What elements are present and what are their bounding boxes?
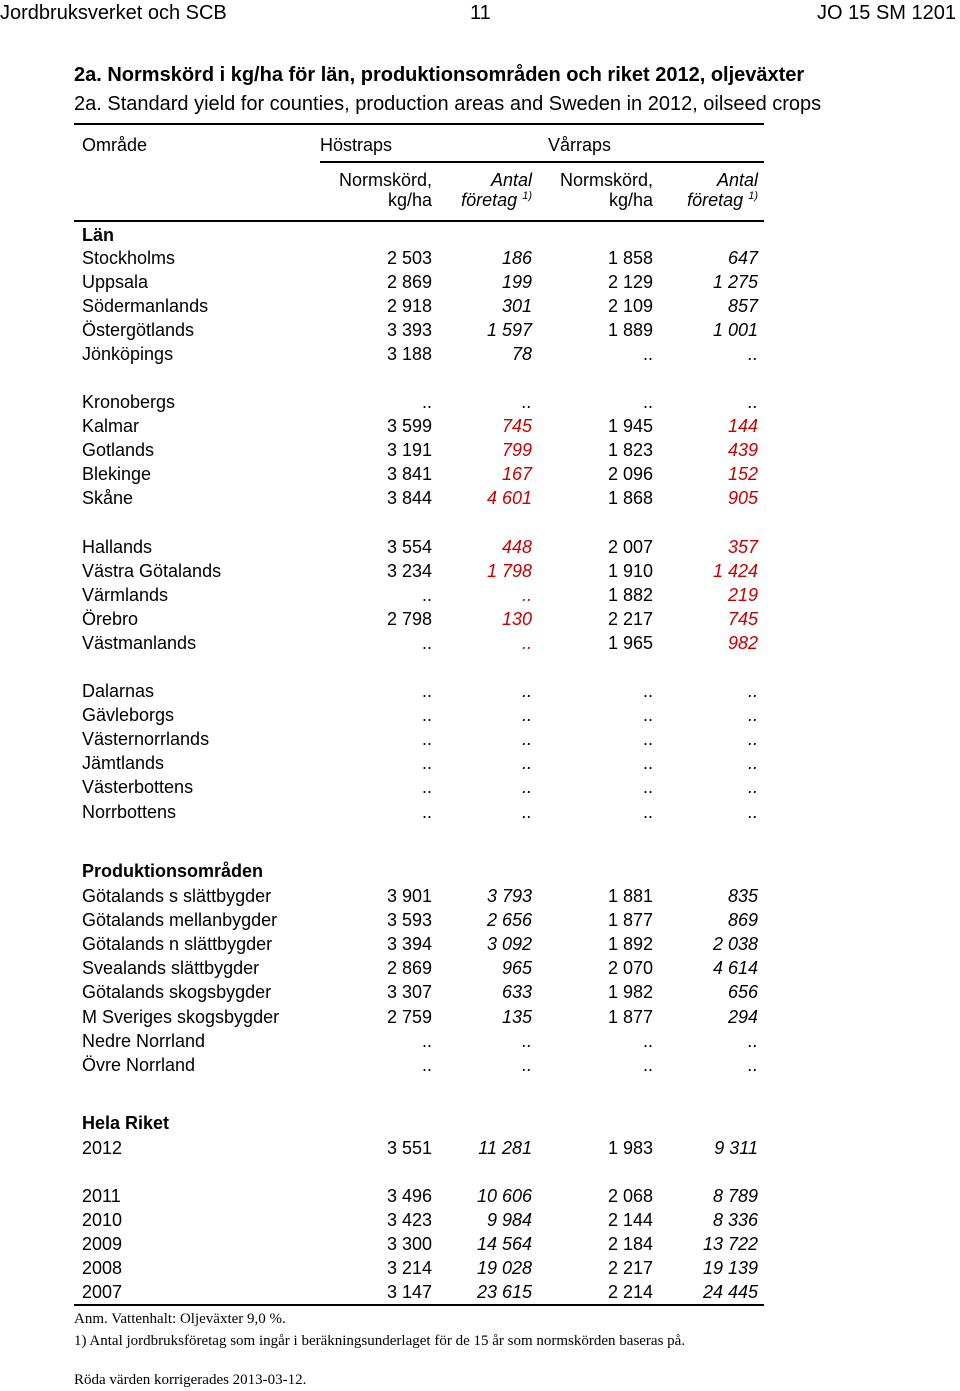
row-label: 2007 xyxy=(82,1282,123,1302)
varraps-yield: 1 877 xyxy=(607,910,653,931)
varraps-yield: 1 910 xyxy=(607,561,653,582)
column-group-hostraps: Höstraps xyxy=(320,135,393,155)
varraps-count: 869 xyxy=(727,910,758,931)
table-row xyxy=(0,1280,960,1304)
table-row xyxy=(0,462,960,486)
row-label: Örebro xyxy=(82,609,139,630)
varraps-count: 982 xyxy=(727,633,758,654)
varraps-yield: 1 823 xyxy=(607,440,653,461)
note-red-values: Röda värden korrigerades 2013-03-12. xyxy=(74,1372,307,1388)
row-label: 2008 xyxy=(82,1258,123,1278)
varraps-count: 19 139 xyxy=(702,1258,758,1278)
table-row xyxy=(0,318,960,342)
section-lan: Län xyxy=(82,225,115,245)
varraps-count: .. xyxy=(747,777,758,798)
hostraps-yield: 3 554 xyxy=(386,537,432,557)
hostraps-count: 301 xyxy=(501,296,532,317)
hostraps-yield: .. xyxy=(421,1054,432,1075)
varraps-count: .. xyxy=(747,801,758,822)
varraps-count: 439 xyxy=(727,440,758,461)
table-row xyxy=(0,800,960,824)
hostraps-yield: 3 423 xyxy=(386,1210,432,1230)
hostraps-count: .. xyxy=(521,1030,532,1051)
row-label: Kronobergs xyxy=(82,392,176,412)
hostraps-yield: .. xyxy=(421,753,432,774)
table-row xyxy=(0,1005,960,1029)
hostraps-count: 4 601 xyxy=(486,488,532,509)
table-title-english: 2a. Standard yield for counties, production areas and Sweden in 2012, oilseed crops xyxy=(74,93,822,115)
hostraps-yield: 3 593 xyxy=(386,910,432,931)
varraps-yield: 2 184 xyxy=(607,1234,653,1254)
hostraps-yield: 2 759 xyxy=(386,1006,432,1027)
table-row xyxy=(0,1232,960,1256)
row-label: Gävleborgs xyxy=(82,705,175,726)
page-header-left: Jordbruksverket och SCB xyxy=(0,2,227,24)
hostraps-count: 186 xyxy=(501,248,532,268)
hostraps-count: 3 793 xyxy=(486,886,532,906)
varraps-count: 9 311 xyxy=(714,1138,758,1158)
varraps-count: 8 789 xyxy=(712,1186,758,1206)
hostraps-count: 799 xyxy=(501,440,532,461)
hostraps-count: 1 798 xyxy=(486,561,532,582)
table-row xyxy=(0,1184,960,1208)
hostraps-yield: .. xyxy=(421,801,432,822)
varraps-yield: 1 881 xyxy=(607,886,653,906)
hostraps-yield: .. xyxy=(421,1030,432,1051)
hostraps-count: 1 597 xyxy=(486,320,532,341)
row-label: 2010 xyxy=(82,1210,123,1230)
row-label: Norrbottens xyxy=(82,801,177,822)
col-v-count-line2: företag $^{1)}$ xyxy=(687,190,758,210)
row-label: Götalands s slättbygder xyxy=(82,886,272,906)
varraps-count: .. xyxy=(747,729,758,750)
varraps-yield: 1 892 xyxy=(607,934,653,955)
table-bottom-rule xyxy=(74,1304,764,1306)
table-title-swedish: 2a. Normskörd i kg/ha för län, produktionsområden och riket 2012, oljeväxter xyxy=(74,64,805,86)
table-row xyxy=(0,414,960,438)
varraps-yield: 1 983 xyxy=(607,1138,653,1158)
row-label: Blekinge xyxy=(82,464,152,485)
varraps-count: 905 xyxy=(727,488,758,509)
row-label: Skåne xyxy=(82,488,134,509)
varraps-yield: .. xyxy=(642,1030,653,1051)
table-row xyxy=(0,270,960,294)
table-row xyxy=(0,583,960,607)
varraps-yield: 1 965 xyxy=(607,633,653,654)
hostraps-yield: 3 901 xyxy=(386,886,432,906)
hostraps-yield: 2 918 xyxy=(386,296,432,317)
table-row xyxy=(0,607,960,631)
hostraps-count: .. xyxy=(521,705,532,726)
row-label: Västmanlands xyxy=(82,633,197,654)
col-h-yield-line1: Normskörd, xyxy=(338,170,432,190)
row-label: Nedre Norrland xyxy=(82,1030,206,1051)
table-row xyxy=(0,751,960,775)
table-row xyxy=(0,884,960,908)
varraps-yield: .. xyxy=(642,392,653,412)
varraps-yield: 2 109 xyxy=(607,296,653,317)
table-row xyxy=(0,294,960,318)
hostraps-yield: .. xyxy=(421,777,432,798)
table-row xyxy=(0,559,960,583)
varraps-yield: 2 144 xyxy=(607,1210,653,1230)
footnote-mark: 1) xyxy=(748,190,758,202)
table-row xyxy=(0,1029,960,1053)
hostraps-count: 10 606 xyxy=(476,1186,532,1206)
hostraps-count: 745 xyxy=(501,416,532,437)
varraps-yield: 1 868 xyxy=(607,488,653,509)
row-label: Västerbottens xyxy=(82,777,194,798)
hostraps-count: .. xyxy=(521,753,532,774)
hostraps-yield: 2 503 xyxy=(386,248,432,268)
hostraps-yield: 2 798 xyxy=(386,609,432,630)
hostraps-yield: .. xyxy=(421,681,432,701)
table-row xyxy=(0,438,960,462)
row-label: Södermanlands xyxy=(82,296,209,317)
hostraps-count: 633 xyxy=(501,982,532,1003)
row-label: Övre Norrland xyxy=(82,1054,196,1075)
row-label: 2011 xyxy=(82,1186,121,1206)
varraps-yield: 1 877 xyxy=(607,1006,653,1027)
hostraps-count: .. xyxy=(521,633,532,654)
hostraps-yield: .. xyxy=(421,633,432,654)
varraps-yield: 2 068 xyxy=(607,1186,653,1206)
table-row xyxy=(0,1208,960,1232)
varraps-yield: .. xyxy=(642,1054,653,1075)
hostraps-yield: 3 393 xyxy=(386,320,432,341)
row-label: Svealands slättbygder xyxy=(82,958,260,979)
row-label: Västernorrlands xyxy=(82,729,210,750)
varraps-yield: 1 858 xyxy=(607,248,653,268)
hostraps-yield: .. xyxy=(421,392,432,412)
row-label: Götalands skogsbygder xyxy=(82,982,272,1003)
varraps-count: 294 xyxy=(727,1006,758,1027)
varraps-count: 745 xyxy=(727,609,758,630)
row-label: Östergötlands xyxy=(82,320,195,341)
varraps-yield: 2 070 xyxy=(607,958,653,979)
varraps-yield: 1 882 xyxy=(607,585,653,606)
table-top-rule xyxy=(74,123,764,125)
hostraps-yield: 3 307 xyxy=(386,982,432,1003)
varraps-yield: .. xyxy=(642,753,653,774)
hostraps-count: 135 xyxy=(501,1006,532,1027)
hostraps-count: 2 656 xyxy=(486,910,532,931)
row-label: Hallands xyxy=(82,537,153,557)
page-header-right: JO 15 SM 1201 xyxy=(817,2,956,24)
table-row xyxy=(0,703,960,727)
hostraps-count: 78 xyxy=(511,344,532,365)
col-h-count-line1: Antal xyxy=(490,170,532,190)
varraps-count: 857 xyxy=(727,296,758,317)
section-hela-riket: Hela Riket xyxy=(82,1113,170,1133)
hostraps-count: 19 028 xyxy=(476,1258,532,1278)
varraps-yield: 2 096 xyxy=(607,464,653,485)
varraps-count: 2 038 xyxy=(712,934,758,955)
col-v-yield-line2: kg/ha xyxy=(608,190,653,210)
table-row xyxy=(0,486,960,510)
row-label: Dalarnas xyxy=(82,681,155,701)
table-row xyxy=(0,1136,960,1160)
varraps-yield: .. xyxy=(642,705,653,726)
table-row xyxy=(0,1256,960,1280)
col-h-count-line2: företag $^{1)}$ xyxy=(461,190,532,210)
hostraps-yield: 3 147 xyxy=(386,1282,432,1302)
table-row xyxy=(0,775,960,799)
hostraps-yield: .. xyxy=(421,585,432,606)
hostraps-count: 448 xyxy=(501,537,532,557)
hostraps-yield: 3 234 xyxy=(386,561,432,582)
hostraps-yield: 2 869 xyxy=(386,272,432,293)
hostraps-count: .. xyxy=(521,681,532,701)
varraps-count: 13 722 xyxy=(702,1234,758,1254)
hostraps-yield: 3 394 xyxy=(386,934,432,955)
row-label: Gotlands xyxy=(82,440,155,461)
col-h-yield-line2: kg/ha xyxy=(387,190,432,210)
varraps-count: .. xyxy=(747,1054,758,1075)
hostraps-yield: 3 191 xyxy=(386,440,432,461)
hostraps-count: .. xyxy=(521,801,532,822)
note-anm: Anm. Vattenhalt: Oljeväxter 9,0 %. xyxy=(74,1311,286,1327)
col-v-yield-line1: Normskörd, xyxy=(559,170,653,190)
varraps-yield: .. xyxy=(642,681,653,701)
varraps-count: .. xyxy=(747,705,758,726)
varraps-yield: 2 007 xyxy=(607,537,653,557)
table-row xyxy=(0,956,960,980)
table-row xyxy=(0,932,960,956)
varraps-count: 152 xyxy=(727,464,758,485)
varraps-count: 1 424 xyxy=(712,561,758,582)
varraps-count: 1 001 xyxy=(712,320,758,341)
note-footnote-1: 1) Antal jordbruksföretag som ingår i beräkningsunderlaget för de 15 år som normskörden baseras på. xyxy=(74,1333,686,1349)
row-label: Jönköpings xyxy=(82,344,174,365)
row-label: Kalmar xyxy=(82,416,140,437)
column-group-varraps: Vårraps xyxy=(548,135,612,155)
table-row xyxy=(0,727,960,751)
hostraps-count: .. xyxy=(521,392,532,412)
varraps-count: 1 275 xyxy=(712,272,758,293)
varraps-yield: .. xyxy=(642,777,653,798)
varraps-yield: 1 982 xyxy=(607,982,653,1003)
hostraps-count: 9 984 xyxy=(486,1210,532,1230)
hostraps-yield: 3 300 xyxy=(386,1234,432,1254)
varraps-yield: 1 945 xyxy=(607,416,653,437)
col-v-count-line1: Antal xyxy=(716,170,758,190)
varraps-yield: 2 217 xyxy=(607,1258,653,1278)
row-label: Götalands n slättbygder xyxy=(82,934,273,955)
varraps-count: 144 xyxy=(727,416,758,437)
hostraps-count: .. xyxy=(521,1054,532,1075)
table-row xyxy=(0,246,960,270)
hostraps-count: 130 xyxy=(501,609,532,630)
table-row xyxy=(0,535,960,559)
varraps-count: .. xyxy=(747,753,758,774)
hostraps-count: .. xyxy=(521,729,532,750)
varraps-count: .. xyxy=(747,1030,758,1051)
hostraps-count: 199 xyxy=(501,272,532,293)
hostraps-count: 3 092 xyxy=(486,934,532,955)
table-row xyxy=(0,631,960,655)
varraps-yield: .. xyxy=(642,344,653,365)
column-header-area: Område xyxy=(82,135,148,155)
group-underline xyxy=(320,161,764,163)
row-label: Stockholms xyxy=(82,248,176,268)
section-produktionsomraden: Produktionsområden xyxy=(82,861,264,881)
varraps-yield: 1 889 xyxy=(607,320,653,341)
hostraps-yield: 3 496 xyxy=(386,1186,432,1206)
table-header-rule xyxy=(74,220,764,222)
row-label: Värmlands xyxy=(82,585,169,606)
varraps-count: 357 xyxy=(727,537,758,557)
hostraps-count: 14 564 xyxy=(476,1234,532,1254)
varraps-count: 835 xyxy=(727,886,758,906)
varraps-count: 647 xyxy=(727,248,758,268)
table-row xyxy=(0,390,960,414)
hostraps-count: .. xyxy=(521,585,532,606)
table-row xyxy=(0,342,960,366)
hostraps-yield: 3 188 xyxy=(386,344,432,365)
varraps-yield: .. xyxy=(642,801,653,822)
hostraps-yield: 3 551 xyxy=(386,1138,432,1158)
row-label: 2012 xyxy=(82,1138,123,1158)
hostraps-yield: 3 841 xyxy=(386,464,432,485)
hostraps-yield: 2 869 xyxy=(386,958,432,979)
varraps-yield: 2 129 xyxy=(607,272,653,293)
varraps-count: 8 336 xyxy=(712,1210,758,1230)
hostraps-count: 11 281 xyxy=(478,1138,532,1158)
varraps-count: .. xyxy=(747,681,758,701)
row-label: M Sveriges skogsbygder xyxy=(82,1006,280,1027)
table-row xyxy=(0,908,960,932)
hostraps-yield: 3 599 xyxy=(386,416,432,437)
varraps-count: 24 445 xyxy=(702,1282,758,1302)
table-row xyxy=(0,1053,960,1077)
varraps-count: 656 xyxy=(727,982,758,1003)
varraps-count: .. xyxy=(747,392,758,412)
footnote-mark: 1) xyxy=(522,190,532,202)
varraps-yield: 2 217 xyxy=(607,609,653,630)
hostraps-yield: .. xyxy=(421,729,432,750)
varraps-yield: .. xyxy=(642,729,653,750)
varraps-yield: 2 214 xyxy=(607,1282,653,1302)
page-number: 11 xyxy=(470,2,491,24)
row-label: Västra Götalands xyxy=(82,561,222,582)
hostraps-yield: .. xyxy=(421,705,432,726)
varraps-count: .. xyxy=(747,344,758,365)
row-label: Uppsala xyxy=(82,272,149,293)
hostraps-count: .. xyxy=(521,777,532,798)
hostraps-yield: 3 214 xyxy=(386,1258,432,1278)
hostraps-count: 167 xyxy=(501,464,532,485)
table-row xyxy=(0,980,960,1004)
varraps-count: 219 xyxy=(727,585,758,606)
hostraps-count: 23 615 xyxy=(476,1282,532,1302)
row-label: Jämtlands xyxy=(82,753,165,774)
hostraps-count: 965 xyxy=(501,958,532,979)
varraps-count: 4 614 xyxy=(712,958,758,979)
hostraps-yield: 3 844 xyxy=(386,488,432,509)
row-label: Götalands mellanbygder xyxy=(82,910,278,931)
table-row xyxy=(0,679,960,703)
row-label: 2009 xyxy=(82,1234,123,1254)
